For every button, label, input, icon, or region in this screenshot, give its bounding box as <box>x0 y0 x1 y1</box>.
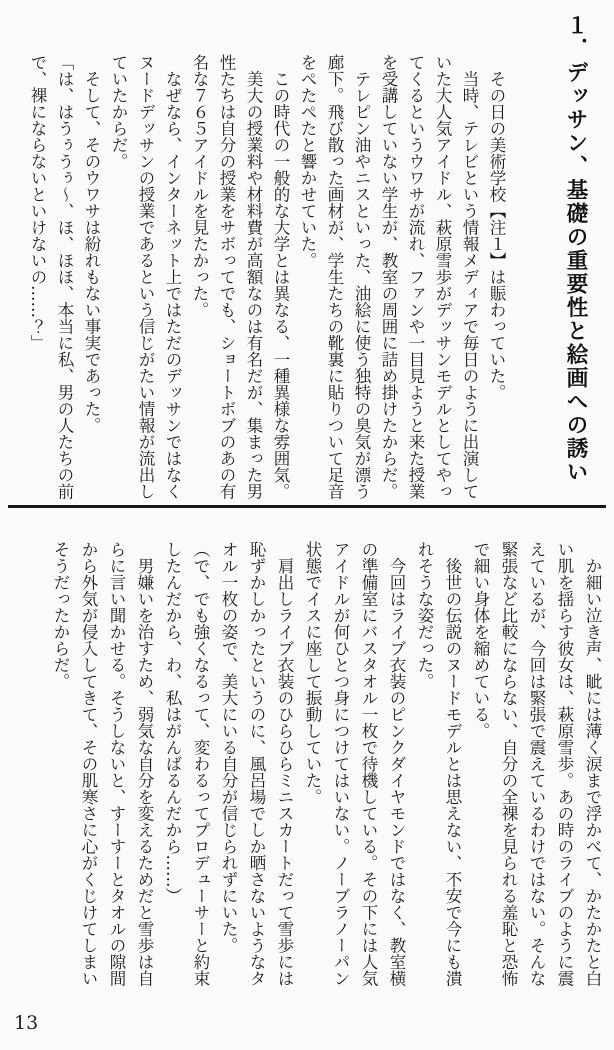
paragraph: 当時、テレビという情報メディアで毎日のように出演していた大人気アイドル、萩原雪歩がデッサンモデルとしてやってくるというウワサが流れ、ファンや一目見ようと来た授業を受講していない学生が、教室の周囲に詰め掛けたからだ。 <box>379 54 479 500</box>
paragraph: なぜなら、インターネット上ではただのデッサンではなくヌードデッサンの授業であるという信じがたい情報が流出していたからだ。 <box>109 54 182 500</box>
paragraph: この時代の一般的な大学とは異なる、一種異様な雰囲気。 <box>271 54 290 500</box>
paragraph: 肩出しライブ衣装のひらひらミニスカートだって雪歩には恥ずかしかったというのに、風呂場でしか晒さないようなタオル一枚の姿で、美大にいる自分が信じられずにいた。 <box>219 541 294 987</box>
paragraph: その日の美術学校【注１】は賑わっていた。 <box>487 54 506 401</box>
paragraph: 今回はライブ衣装のピンクダイヤモンドではなく、教室横の準備室にバスタオル一枚で待機している。その下には人気アイドルが何ひとつ身につけてはいない。ノーブラノーパン状態でイスに座して振動していた。 <box>303 541 406 987</box>
paragraph: 後世の伝説のヌードモデルとは思えない、不安で今にも潰れそうな姿だった。 <box>415 541 462 987</box>
paragraph: か細い泣き声、眦には薄く涙まで浮かべて、かたかたと白い肌を揺らす彼女は、萩原雪歩。あの時のライブのように震えているが、今回は緊張で震えているわけではない。そんな緊張など比較にならない、自分の全裸を見られる羞恥と恐怖で細い身体を縮めている。 <box>471 541 602 987</box>
chapter-title: １．デッサン、基礎の重要性と絵画への誘い <box>563 14 588 484</box>
page-number: 13 <box>14 1012 39 1034</box>
paragraph: そして、そのウワサは紛れもない事実であった。 <box>82 54 101 434</box>
paragraph: 「は、はうぅうぅ〜、ほ、ほほ、本当に私、男の人たちの前で、裸にならないといけないの……？」 <box>28 54 74 500</box>
paragraph: テレピン油やニスといった、油絵に使う独特の臭気が漂う廊下。飛び散った画材が、学生たちの靴裏に貼りついて足音をぺたぺたと響かせていた。 <box>298 54 371 500</box>
bottom-text-block <box>8 541 606 989</box>
section-divider <box>8 505 606 508</box>
paragraph: （で、でも強くなるって、変わるってプロデューサーと約束したんだから、わ、私はがんばるんだから……） <box>163 541 210 987</box>
paragraph: 美大の授業料や材料費が高額なのは有名だが、集まった男性たちは自分の授業をサボってでも、ショートボブのあの有名な７６５アイドルを見たかった。 <box>190 54 263 500</box>
paragraph: 男嫌いを治すため、弱気な自分を変えるためだと雪歩は自らに言い聞かせる。そうしないと、すーすーとタオルの隙間から外気が侵入してきて、その肌寒さに心がくじけてしまいそうだったからだ。 <box>51 541 154 987</box>
top-text-block <box>8 0 606 500</box>
